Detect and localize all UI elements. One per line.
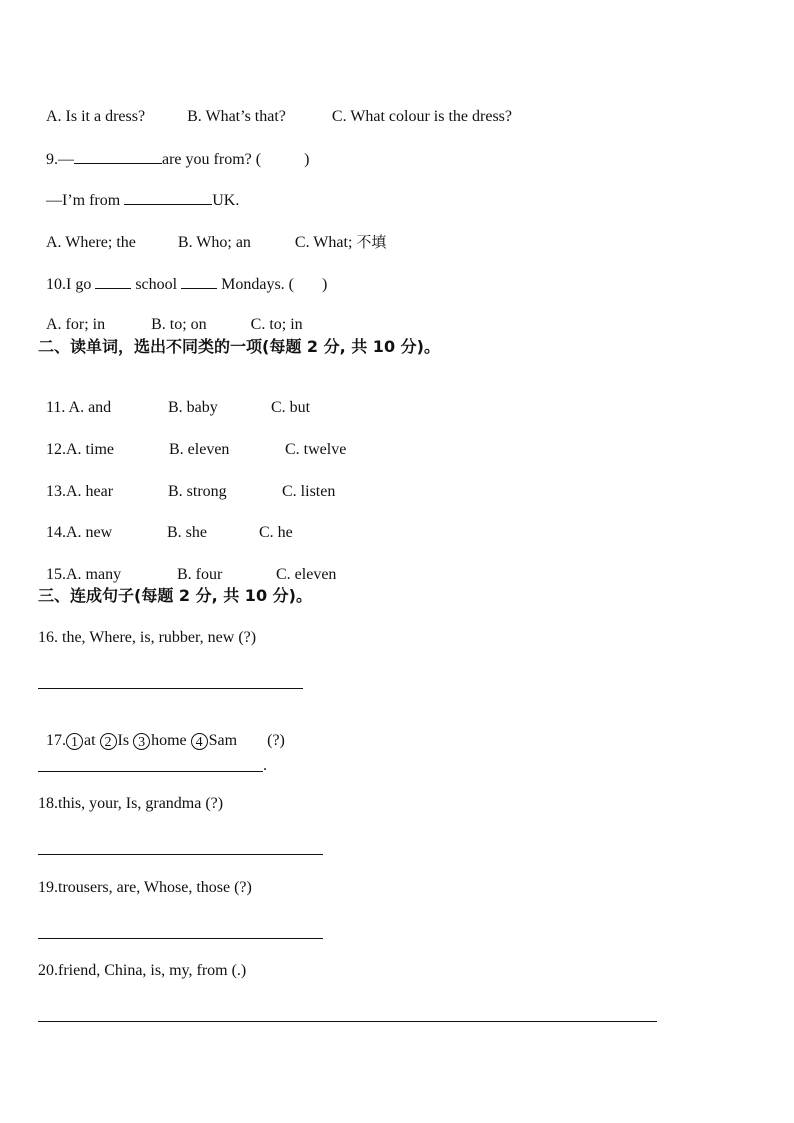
circled-number-3: 3	[133, 733, 150, 750]
q9-dash: —	[58, 151, 74, 168]
q19-prompt: 19.trousers, are, Whose, those (?)	[38, 879, 252, 896]
q10-options	[38, 295, 303, 335]
q10-part3: Mondays. (	[221, 276, 294, 293]
q10-blank-1[interactable]	[95, 274, 131, 289]
q8-options	[38, 87, 512, 127]
q10-blank-2[interactable]	[181, 274, 217, 289]
q17-word-4: Sam	[208, 732, 238, 749]
q11-option-a: 11. A. and	[46, 399, 112, 416]
q13-option-c: C. listen	[282, 483, 336, 500]
q12-option-b: B. eleven	[169, 441, 230, 458]
q12-option-a: 12.A. time	[46, 441, 114, 458]
q10-option-a: A. for; in	[46, 316, 106, 333]
q17-prompt	[38, 711, 285, 751]
q9-option-a: A. Where; the	[46, 234, 136, 251]
q9-number: 9.	[46, 151, 58, 168]
q14-option-a: 14.A. new	[46, 524, 113, 541]
q9-option-c	[295, 232, 387, 253]
circled-number-1: 1	[66, 733, 83, 750]
q14-row	[38, 503, 293, 543]
q10-part2: school	[135, 276, 178, 293]
q10-option-c: C. to; in	[250, 316, 303, 333]
q16-answer-line[interactable]	[38, 688, 303, 689]
q9-option-c-prefix: C. What;	[294, 234, 353, 251]
q10-question	[38, 254, 327, 295]
q9-line2-text: I’m from	[62, 192, 121, 209]
q17-number: 17.	[46, 732, 66, 749]
q10-paren-close: )	[322, 276, 328, 293]
q17-answer-line[interactable]	[38, 771, 263, 772]
q9-line2-end: UK.	[212, 192, 240, 209]
q8-option-a: A. Is it a dress?	[46, 108, 146, 125]
q8-option-c: C. What colour is the dress?	[331, 108, 512, 125]
q10-part1: I go	[66, 276, 92, 293]
q11-option-c: C. but	[271, 399, 311, 416]
q16-prompt: 16. the, Where, is, rubber, new (?)	[38, 629, 257, 646]
q9-text: are you from? (	[162, 151, 262, 168]
q9-line2	[38, 170, 239, 211]
q17-word-2: Is	[117, 732, 130, 749]
q18-answer-line[interactable]	[38, 854, 323, 855]
q20-answer-line[interactable]	[38, 1021, 657, 1022]
q9-blank-1[interactable]	[74, 149, 162, 164]
q14-option-c: C. he	[259, 524, 293, 541]
q15-option-b: B. four	[177, 566, 223, 583]
q13-option-a: 13.A. hear	[46, 483, 114, 500]
q19-answer-line[interactable]	[38, 938, 323, 939]
q10-option-b: B. to; on	[151, 316, 207, 333]
q15-option-c: C. eleven	[276, 566, 337, 583]
q12-row	[38, 420, 346, 460]
section2-title: 二、读单词，选出不同类的一项(每题 2 分, 共 10 分)。	[38, 337, 440, 356]
q14-option-b: B. she	[167, 524, 207, 541]
circled-number-2: 2	[100, 733, 117, 750]
q8-option-b: B. What’s that?	[187, 108, 286, 125]
q9-blank-2[interactable]	[124, 190, 212, 205]
q12-option-c: C. twelve	[285, 441, 347, 458]
circled-number-4: 4	[191, 733, 208, 750]
q17-word-3: home	[151, 732, 187, 749]
q20-prompt: 20.friend, China, is, my, from (.)	[38, 962, 247, 979]
q18-prompt: 18.this, your, Is, grandma (?)	[38, 795, 224, 812]
q13-row	[38, 462, 335, 502]
q11-option-b: B. baby	[168, 399, 218, 416]
q15-option-a: 15.A. many	[46, 566, 122, 583]
q13-option-b: B. strong	[168, 483, 227, 500]
q15-row	[38, 545, 336, 585]
q17-line-end: .	[263, 757, 267, 774]
q9-paren-close: )	[304, 151, 310, 168]
q17-punctuation: (?)	[267, 732, 285, 749]
q17-word-1: at	[84, 732, 96, 749]
q9-option-b: B. Who; an	[177, 234, 251, 251]
section3-title: 三、连成句子(每题 2 分, 共 10 分)。	[38, 586, 312, 605]
q11-row	[38, 378, 310, 418]
q9-line2-dash: —	[46, 192, 62, 209]
q10-number: 10.	[46, 276, 66, 293]
q9-options	[38, 212, 386, 253]
q9-option-c-cn: 不填	[356, 233, 387, 251]
q9-question	[38, 129, 309, 170]
